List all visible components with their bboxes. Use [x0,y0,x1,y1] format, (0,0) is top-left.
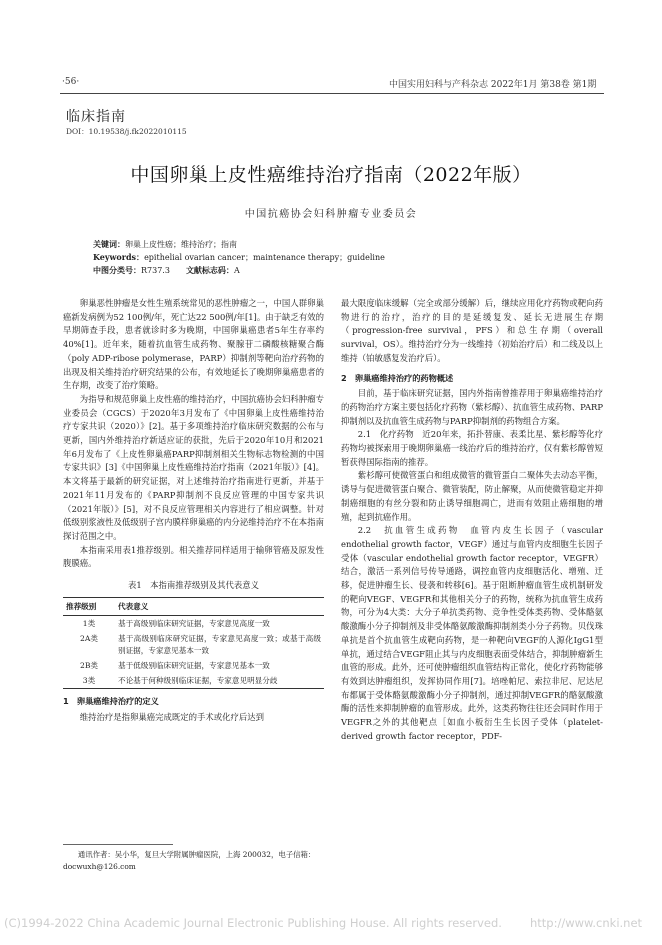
table-row: 1类 基于高级别临床研究证据，专家意见高度一致 [82,618,270,628]
footnote-rule [63,844,173,845]
table-row: 2B类 基于低级别临床研究证据，专家意见基本一致 [79,660,270,670]
section-1-heading: 1 卵巢癌维持治疗的定义 [63,696,159,707]
cnki-watermark: http://www.cnki.net [530,916,643,930]
corresponding-author-note: 通讯作者：吴小华，复旦大学附属肿瘤医院，上海 200032，电子信箱：docwuxh@126.com [63,850,316,871]
page-number: ·56· [62,77,80,87]
keywords-en: Keywords：epithelial ovarian cancer；maintenance therapy；guideline [93,252,385,262]
intro-paragraph-1: 卵巢恶性肿瘤是女性生殖系统常见的恶性肿瘤之一，中国人群卵巢癌新发病例为52 100例/年，死亡达22 500例/年[1]。由于缺乏有效的早期筛查手段，患者就诊时多为晚期，中国卵巢癌患者5年生存率约40%[1]。近年来，随着抗血管生成药物、聚腺苷二磷酸核糖聚合酶（poly ADP-ribose polymerase，PARP）抑制剂等靶向治疗药物的出现及相关维持治疗研究结果的公布，有效地延长了晚期卵巢癌患者的生存期，改变了治疗策略。 [63,298,324,391]
section-1-paragraph: 维持治疗是指卵巢癌完成既定的手术或化疗后达到 [79,712,265,723]
recommendation-table [63,597,324,690]
copyright-watermark: (C)1994-2022 China Academic Journal Electronic Publishing House. All rights reserved. [4,916,502,930]
intro-paragraph-2: 为指导和规范卵巢上皮性癌的维持治疗，中国抗癌协会妇科肿瘤专业委员会（CGCS）于2020年3月发布了《中国卵巢上皮性癌维持治疗专家共识（2020）》[2]。基于多项维持治疗临床研究数据的公布与更新，国内外维持治疗新适应证的获批，先后于2020年10月和2021年6月发布了《上皮性卵巢癌PARP抑制剂相关生物标志物检测的中国专家共识》[3]《中国卵巢上皮性癌维持治疗指南（2021年版）》[4]。本文将基于最新的研究证据，对上述维持治疗指南进行更新，并基于2021年11月发布的《PARP抑制剂不良反应管理的中国专家共识（2021年版）》[5]，对不良反应管理相关内容进行了相应调整。针对低级别浆液性及低级别子宫内膜样卵巢癌的内分泌维持治疗不在本指南探讨范围之中。 [63,393,324,541]
section-2-2-paragraph: 2.2 抗血管生成药物 血管内皮生长因子（vascular endothelial growth factor，VEGF）通过与血管内皮细胞生长因子受体（vascular endothelial growth factor receptor，VEGFR）结合，激活一系列信号传导通路，调控血管内皮细胞活化、增殖、迁移，促进肿瘤生长、侵袭和转移[6]。基于阻断肿瘤血管生成机制研发的靶向VEGF、VEGFR和其他相关分子的药物，统称为抗血管生成药物，可分为4大类：大分子单抗类药物、竞争性受体类药物、受体酪氨酸激酶小分子抑制剂及非受体酪氨酸激酶抑制剂类小分子药物。贝伐珠单抗是首个抗血管生成靶向药物，是一种靶向VEGF的人源化IgG1型单抗，通过结合VEGF阻止其与内皮细胞表面受体结合，抑制肿瘤新生血管的形成。此外，还可使肿瘤组织血管结构正常化，使化疗药物能够有效到达肿瘤组织，发挥协同作用[7]。培唑帕尼、索拉非尼、尼达尼布都属于受体酪氨酸激酶小分子抑制剂，通过抑制VEGFR的酪氨酸激酶的活性来抑制肿瘤的血管形成。此外，这类药物往往还会同时作用于VEGFR之外的其他靶点［如血小板衍生生长因子受体（platelet- derived growth factor receptor，PDF- [341,525,603,741]
section-2-heading: 2 卵巢癌维持治疗的药物概述 [341,372,454,383]
table-header-meaning: 代表意义 [115,597,324,616]
table-row: 3类 不论基于何种级别临床证据，专家意见明显分歧 [63,673,324,689]
keywords-block [93,238,573,277]
journal-running-header: 中国实用妇科与产科杂志 2022年1月 第38卷 第1期 [389,80,597,90]
section-2-paragraph: 目前，基于临床研究证据，国内外指南曾推荐用于卵巢癌维持治疗的药物治疗方案主要包括化疗药物（紫杉醇）、抗血管生成药物、PARP抑制剂以及抗血管生成药物与PARP抑制剂的药物组合方案。 [341,388,603,426]
article-title: 中国卵巢上皮性癌维持治疗指南（2022年版） [130,164,532,186]
section-2-1-paragraph-2: 紫杉醇可使微管蛋白和组成微管的微管蛋白二聚体失去动态平衡，诱导与促进微管蛋白聚合、微管装配，防止解聚，从而使微管稳定并抑制癌细胞的有丝分裂和防止诱导细胞凋亡，进而有效阻止癌细胞的增殖，起到抗癌作用。 [341,470,603,522]
definition-continued: 最大限度临床缓解（完全或部分缓解）后，继续应用化疗药物或靶向药物进行的治疗，治疗的目的是延缓复发、延长无进展生存期（progression-free survival，PFS）和总生存期（overall survival，OS）。维持治疗分为一线维持（初始治疗后）和二线及以上维持（铂敏感复发治疗后）。 [341,298,603,363]
keywords-cn: 关键词：卵巢上皮性癌；维持治疗；指南 [93,239,237,249]
table-row: 2A类 基于高级别临床研究证据，专家意见高度一致；或基于高级别证据，专家意见基本一致 [80,633,321,655]
table-header-level: 推荐级别 [63,597,115,616]
intro-paragraph-3: 本指南采用表1推荐级别。相关推荐同样适用于输卵管癌及原发性腹膜癌。 [63,544,324,569]
table-caption: 表1 本指南推荐级别及其代表意义 [128,580,259,591]
left-column [63,297,324,725]
header-rule [60,93,604,94]
author-group: 中国抗癌协会妇科肿瘤专业委员会 [244,209,418,220]
section-tag: 临床指南 [66,109,126,125]
right-column [341,297,603,744]
doi: DOI：10.19538/j.fk2022010115 [66,127,187,136]
classification: 中图分类号：R737.3 文献标志码：A [93,265,240,275]
section-2-1-paragraph: 2.1 化疗药物 近20年来，拓扑替康、表柔比星、紫杉醇等化疗药物均被探索用于晚期卵巢癌一线治疗后的维持治疗，仅有紫杉醇曾短暂获得国际指南的推荐。 [341,429,603,467]
